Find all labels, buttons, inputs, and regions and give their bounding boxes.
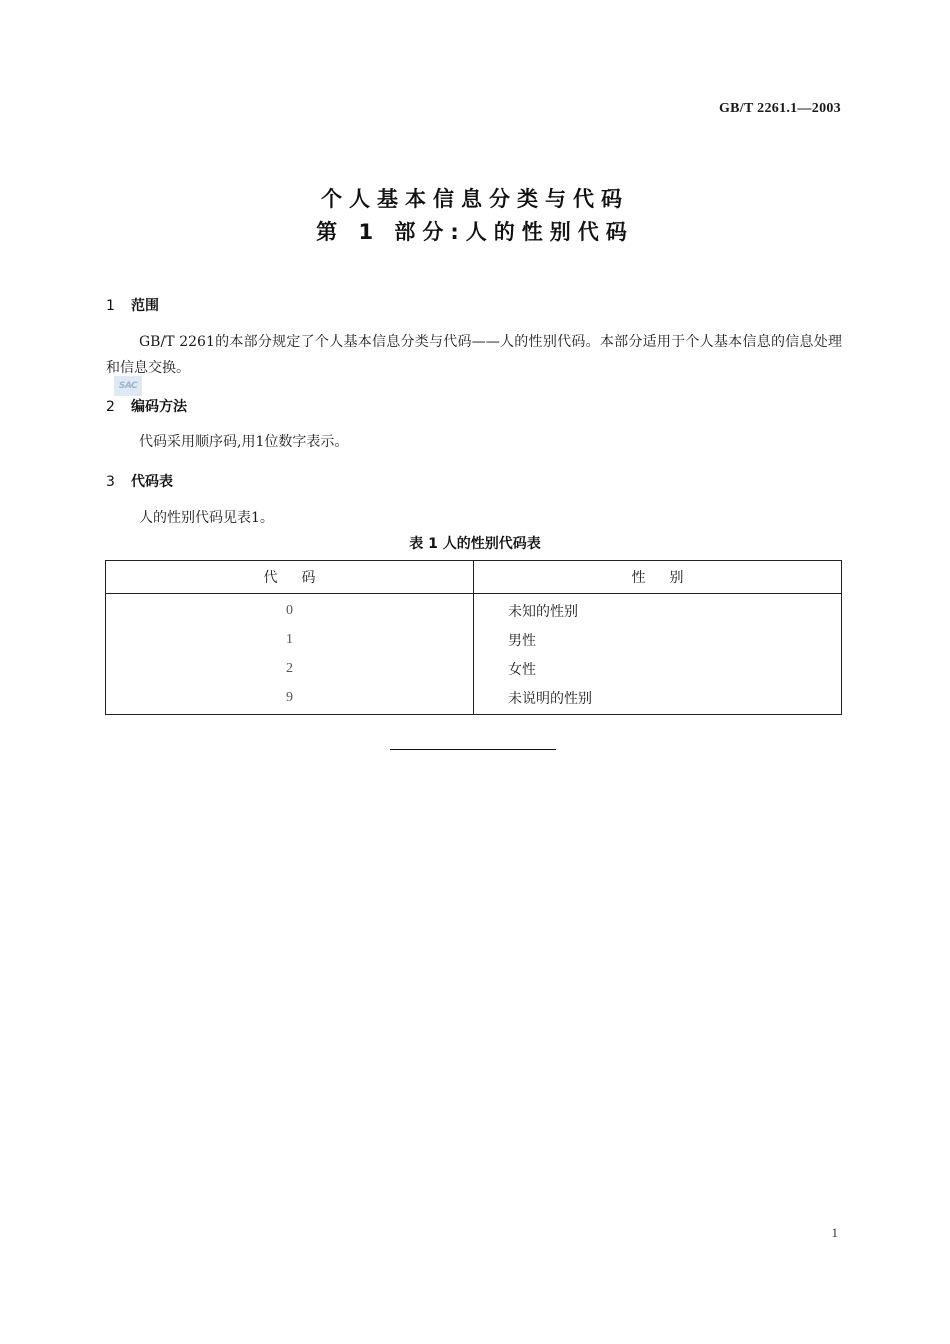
- sex-cell: 未说明的性别: [508, 690, 592, 707]
- section-number: 1: [106, 298, 115, 314]
- sex-cell: 未知的性别: [508, 603, 578, 620]
- code-cell: 1: [106, 625, 474, 654]
- section-title: 范围: [131, 298, 159, 314]
- section-number: 3: [106, 474, 115, 490]
- section-paragraph-coding-method: 代码采用顺序码,用1位数字表示。: [139, 434, 349, 450]
- standard-code: GB/T 2261.1—2003: [718, 101, 841, 116]
- table-row: [106, 654, 842, 683]
- sac-watermark-logo: SAC: [114, 376, 142, 396]
- table-header-row: [106, 561, 842, 594]
- document-subtitle: 第 1 部分:人的性别代码: [316, 220, 634, 244]
- sex-cell: 女性: [508, 661, 536, 678]
- document-title: 个人基本信息分类与代码: [321, 187, 629, 211]
- section-heading-scope: [106, 295, 159, 315]
- section-paragraph-code-table: 人的性别代码见表1。: [139, 510, 274, 526]
- section-number: 2: [106, 399, 115, 415]
- table-caption: 表 1 人的性别代码表: [409, 536, 541, 552]
- table-row: [106, 625, 842, 654]
- section-heading-code-table: [106, 471, 173, 491]
- gender-code-table: [105, 560, 842, 715]
- sex-cell: 男性: [508, 632, 536, 649]
- table-row: [106, 683, 842, 715]
- table-row: [106, 594, 842, 626]
- section-paragraph-scope: GB/T 2261的本部分规定了个人基本信息分类与代码——人的性别代码。本部分适用于个人基本信息的信息处理和信息交换。: [106, 334, 842, 376]
- code-cell: 0: [106, 594, 474, 626]
- section-title: 代码表: [131, 474, 173, 490]
- column-header-code: 代码: [106, 561, 474, 594]
- section-heading-coding-method: [106, 396, 187, 416]
- column-header-sex: 性别: [474, 561, 842, 594]
- end-of-document-rule: [390, 749, 556, 750]
- code-cell: 2: [106, 654, 474, 683]
- code-cell: 9: [106, 683, 474, 715]
- page-number: 1: [831, 1225, 838, 1240]
- section-title: 编码方法: [131, 399, 187, 415]
